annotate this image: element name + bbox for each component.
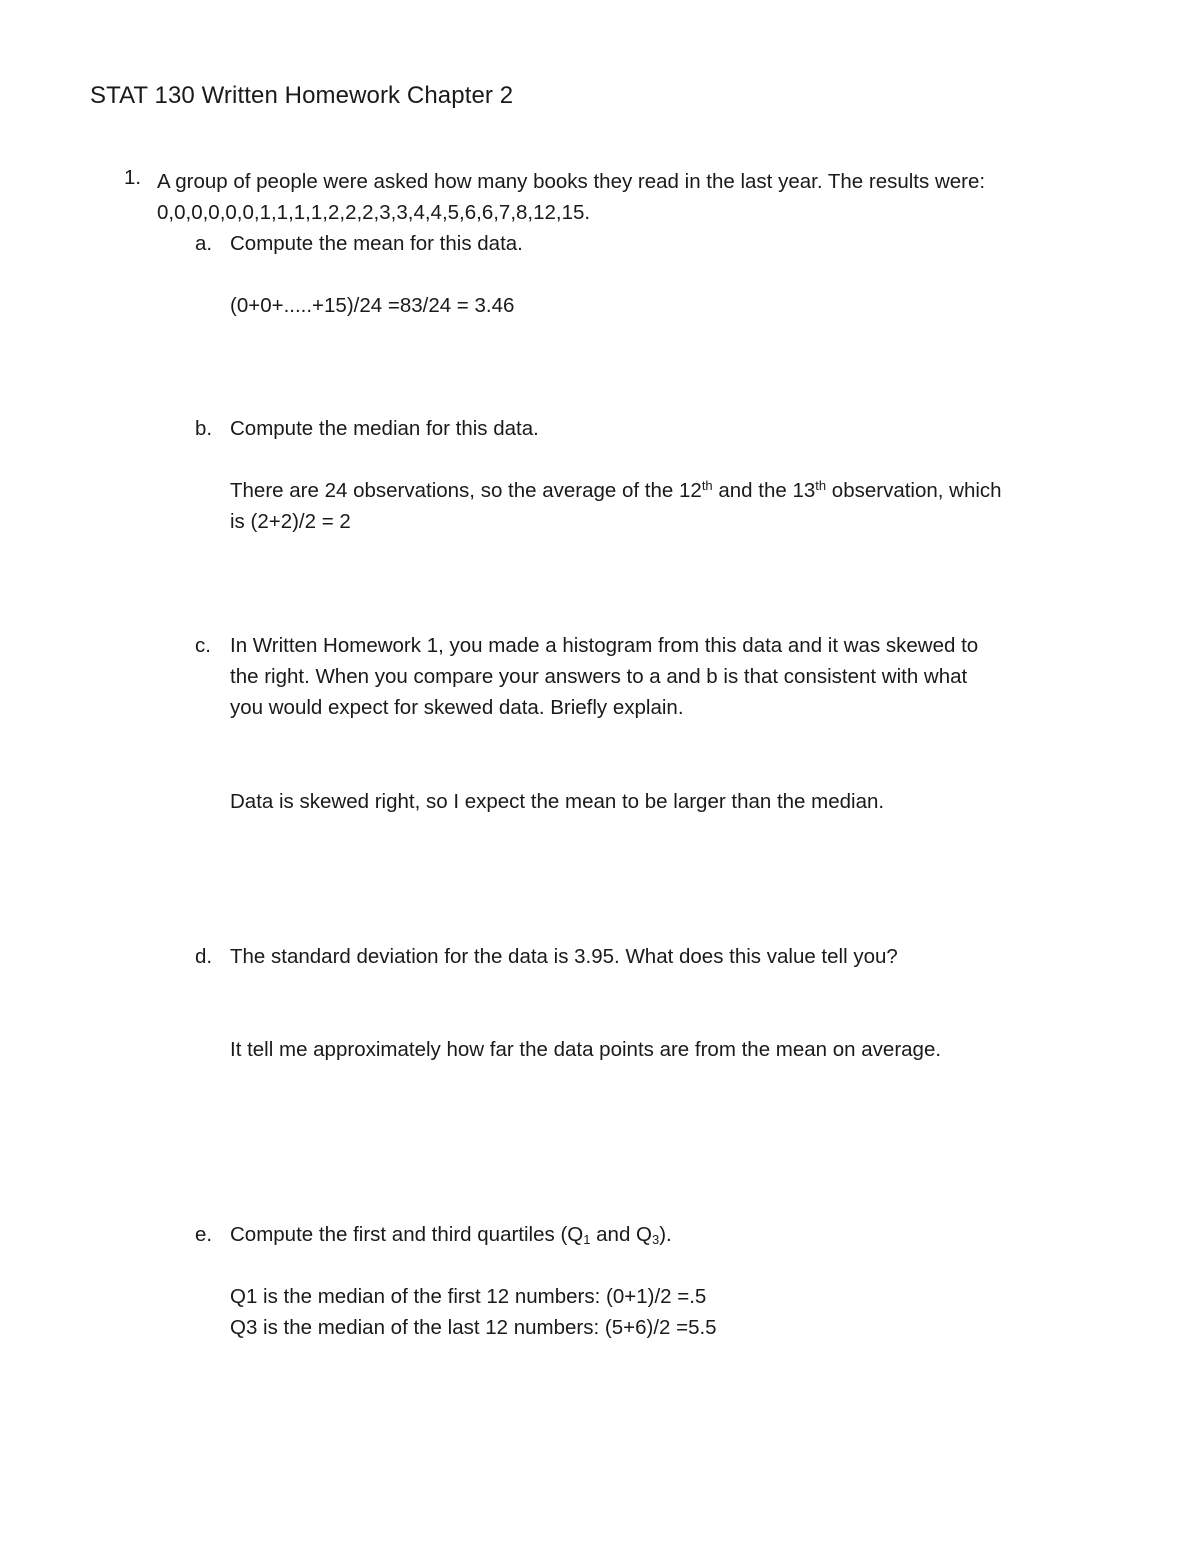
part-a-letter: a.	[195, 232, 213, 255]
subscript: 1	[583, 1232, 591, 1247]
ordinal-suffix: th	[815, 478, 827, 493]
part-e-answer-line: Q1 is the median of the first 12 numbers: (0+1)/2 =.5	[230, 1285, 707, 1308]
document-title: STAT 130 Written Homework Chapter 2	[90, 82, 514, 109]
part-e-answer-line: Q3 is the median of the last 12 numbers: (5+6)/2 =5.5	[230, 1316, 717, 1339]
part-c-question-line: In Written Homework 1, you made a histogram from this data and it was skewed to	[230, 634, 979, 657]
part-e-answer	[230, 1281, 1070, 1343]
part-b-answer-line	[230, 475, 1070, 506]
answer-text: observation, which	[826, 479, 1002, 502]
part-d-question: The standard deviation for the data is 3.95. What does this value tell you?	[230, 945, 898, 968]
question-text: and Q	[590, 1223, 652, 1246]
part-a-answer: (0+0+.....+15)/24 =83/24 = 3.46	[230, 294, 515, 317]
part-e-question	[230, 1219, 1070, 1250]
question-text: Compute the first and third quartiles (Q	[230, 1223, 584, 1246]
question-data-values: 0,0,0,0,0,0,1,1,1,1,2,2,2,3,3,4,4,5,6,6,7,8,12,15.	[157, 201, 591, 224]
part-b-answer-line: is (2+2)/2 = 2	[230, 510, 351, 533]
question-prompt	[157, 166, 1077, 228]
part-e-letter: e.	[195, 1223, 213, 1246]
subscript: 3	[652, 1232, 660, 1247]
question-number: 1.	[124, 166, 142, 189]
answer-text: There are 24 observations, so the average of the 12	[230, 479, 702, 502]
part-d-answer: It tell me approximately how far the data points are from the mean on average.	[230, 1038, 942, 1061]
part-b-answer	[230, 475, 1070, 537]
part-c-answer: Data is skewed right, so I expect the mean to be larger than the median.	[230, 790, 885, 813]
part-b-letter: b.	[195, 417, 213, 440]
part-a-question: Compute the mean for this data.	[230, 232, 523, 255]
part-c-letter: c.	[195, 634, 211, 657]
part-c-question-line: you would expect for skewed data. Briefly explain.	[230, 696, 684, 719]
part-c-question	[230, 630, 1070, 723]
question-text: ).	[659, 1223, 672, 1246]
question-prompt-line: A group of people were asked how many books they read in the last year. The results were:	[157, 170, 986, 193]
part-d-letter: d.	[195, 945, 213, 968]
part-c-question-line: the right. When you compare your answers to a and b is that consistent with what	[230, 665, 968, 688]
part-b-question: Compute the median for this data.	[230, 417, 539, 440]
answer-text: and the 13	[712, 479, 816, 502]
ordinal-suffix: th	[701, 478, 713, 493]
